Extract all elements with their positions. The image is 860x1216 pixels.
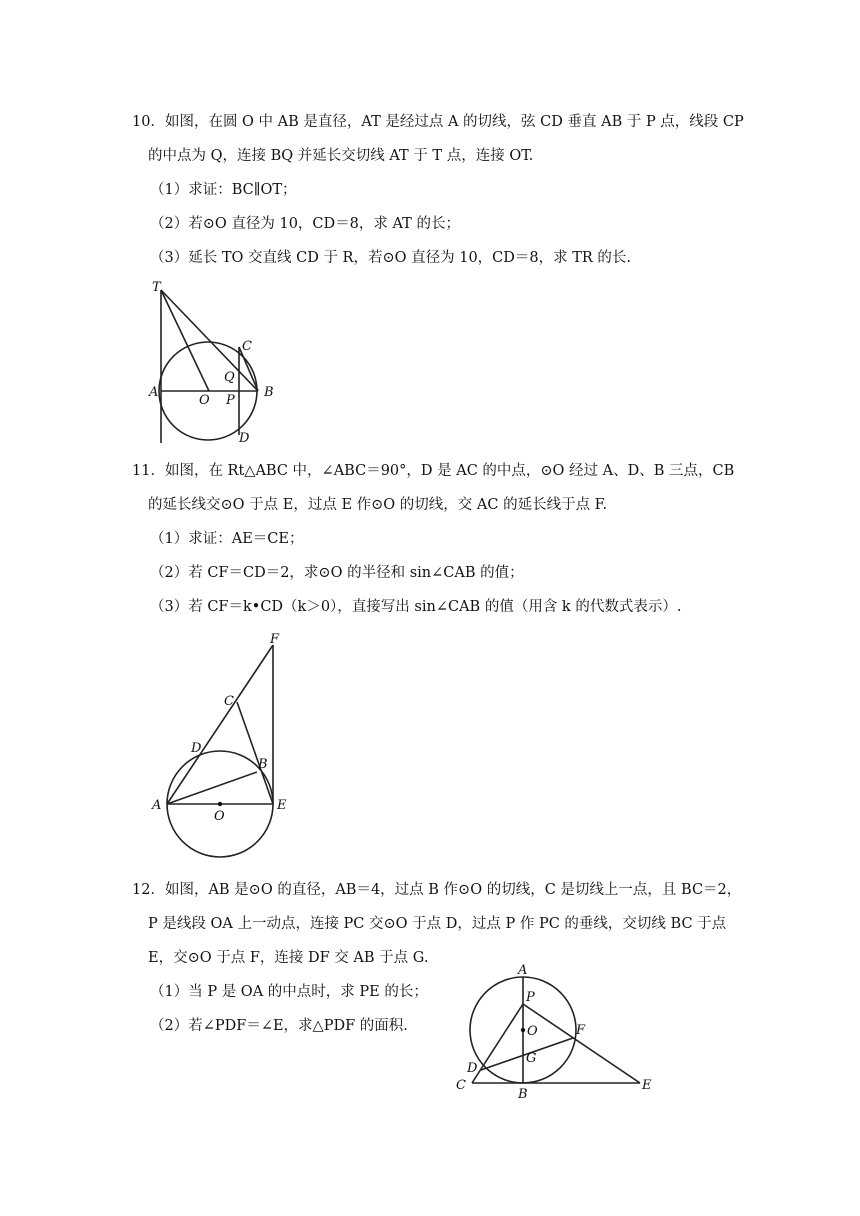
q11-subq3: （3）若 CF＝k•CD（k＞0），直接写出 sin∠CAB 的值（用含 k 的代数式表示）. [150, 599, 682, 615]
q11-subq1: （1）求证：AE＝CE； [150, 531, 304, 547]
q12-text-line2: P 是线段 OA 上一动点，连接 PC 交⊙O 于点 D，过点 P 作 PC 的垂线，交切线 BC 于点 [148, 916, 727, 932]
q12-label-F: F [576, 1023, 586, 1038]
q12-label-E: E [642, 1078, 652, 1093]
q12-subq1: （1）当 P 是 OA 的中点时，求 PE 的长； [150, 984, 428, 1000]
q11-line-AF [167, 645, 273, 804]
q11-label-B: B [258, 757, 268, 772]
q10-subq3: （3）延长 TO 交直线 CD 于 R，若⊙O 直径为 10，CD＝8，求 TR 的长. [150, 250, 632, 266]
q11-center-dot [218, 802, 222, 806]
q11-segment-CE [237, 702, 273, 804]
q10-text-line2: 的中点为 Q，连接 BQ 并延长交切线 AT 于 T 点，连接 OT. [148, 148, 534, 164]
q12-center-dot [521, 1028, 525, 1032]
q12-segment-PE [523, 1004, 640, 1083]
q12-label-D: D [467, 1061, 478, 1076]
q10-label-T: T [152, 280, 161, 295]
q12-label-A: A [518, 963, 528, 978]
q10-label-C: C [242, 339, 252, 354]
q11-text-line1: 11．如图，在 Rt△ABC 中，∠ABC＝90°，D 是 AC 的中点，⊙O 经过 A、D、B 三点，CB [132, 463, 735, 479]
q12-text-line1: 12．如图，AB 是⊙O 的直径，AB＝4，过点 B 作⊙O 的切线，C 是切线上一点，且 BC＝2， [132, 882, 742, 898]
q12-label-B: B [518, 1087, 528, 1102]
q10-segment-TO [161, 290, 209, 391]
q12-subq2: （2）若∠PDF＝∠E，求△PDF 的面积. [150, 1018, 408, 1034]
q10-label-A: A [149, 385, 159, 400]
q11-label-E: E [277, 798, 287, 813]
q12-label-P: P [526, 990, 535, 1005]
q12-text-line3: E，交⊙O 于点 F，连接 DF 交 AB 于点 G. [148, 950, 429, 966]
q12-label-C: C [456, 1078, 466, 1093]
q10-subq2: （2）若⊙O 直径为 10，CD＝8，求 AT 的长； [150, 216, 460, 232]
q12-label-G: G [526, 1051, 537, 1066]
q12-figure [450, 960, 660, 1105]
q10-label-D: D [239, 431, 250, 446]
q10-label-O: O [199, 393, 210, 408]
q10-text-line1: 10．如图，在圆 O 中 AB 是直径，AT 是经过点 A 的切线，弦 CD 垂直 AB 于 P 点，线段 CP [132, 114, 744, 130]
q12-label-O: O [527, 1024, 538, 1039]
q10-subq1: （1）求证：BC∥OT； [150, 182, 297, 198]
q10-label-P: P [226, 393, 235, 408]
q12-segment-CP [472, 1004, 523, 1083]
q11-label-C: C [224, 694, 234, 709]
q11-label-O: O [214, 809, 225, 824]
q11-text-line2: 的延长线交⊙O 于点 E，过点 E 作⊙O 的切线，交 AC 的延长线于点 F. [148, 497, 608, 513]
q10-figure [140, 278, 290, 448]
q11-segment-AB [167, 772, 257, 804]
q11-label-A: A [152, 798, 162, 813]
q11-subq2: （2）若 CF＝CD＝2，求⊙O 的半径和 sin∠CAB 的值； [150, 565, 524, 581]
q11-label-F: F [270, 632, 280, 647]
q11-figure [140, 625, 310, 865]
q10-label-Q: Q [224, 370, 235, 385]
q11-label-D: D [191, 741, 202, 756]
q10-label-B: B [264, 385, 274, 400]
